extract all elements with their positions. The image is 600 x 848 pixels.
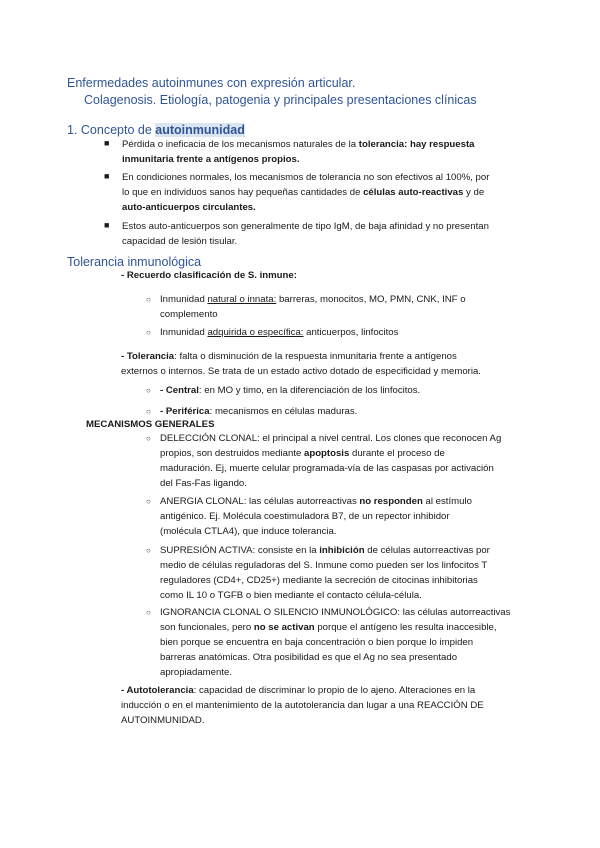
ignorancia-line2: son funcionales, pero — [160, 622, 254, 633]
supresion-line1: SUPRESIÓN ACTIVA: consiste en la — [160, 545, 320, 556]
recuerdo-line — [121, 268, 297, 283]
innata-item — [160, 292, 466, 322]
tolerancia-def-line1: : falta o disminución de la respuesta inmunitaria frente a antígenos — [174, 351, 457, 362]
anergia-item — [160, 494, 472, 539]
ignorancia-item — [160, 605, 510, 680]
autotolerancia-line3: AUTOINMUNIDAD. — [121, 715, 205, 726]
bullet-3-line1: Estos auto-anticuerpos son generalmente de tipo IgM, de baja afinidad y no presentan — [122, 221, 489, 232]
delecion-item — [160, 431, 501, 491]
section-1-bullet-2 — [122, 170, 489, 215]
section-1-heading-prefix: 1. Concepto de — [67, 123, 156, 137]
circle-bullet-icon: ○ — [146, 295, 151, 304]
tolerancia-def-bold: - Tolerancia — [121, 351, 175, 362]
circle-bullet-icon: ○ — [146, 328, 151, 337]
circle-bullet-icon: ○ — [146, 497, 151, 506]
ignorancia-line2-post: porque el antígeno les resulta inaccesible, — [314, 622, 497, 633]
circle-bullet-icon: ○ — [146, 608, 151, 617]
section-1-heading — [67, 122, 245, 138]
bullet-dot-icon: ■ — [104, 220, 110, 230]
bullet-3-line2: capacidad de lesión tisular. — [122, 236, 238, 247]
ignorancia-line4: barreras anatómicas. Otra posibilidad es que el Ag no sea presentado — [160, 652, 458, 663]
supresion-line3: reguladores (CD4+, CD25+) mediante la secreción de citocinas inhibitorias — [160, 575, 478, 586]
innata-pre: Inmunidad — [160, 294, 208, 305]
delecion-bold: apoptosis — [304, 448, 350, 459]
section-1-heading-keyword: autoinmunidad — [155, 123, 245, 137]
central-item — [160, 383, 420, 398]
periferica-text: : mecanismos en células maduras. — [209, 406, 358, 417]
autotolerancia-line1: : capacidad de discriminar lo propio de lo ajeno. Alteraciones en la — [193, 685, 476, 696]
innata-line2: complemento — [160, 309, 218, 320]
delecion-line3: maduración. Ej, muerte celular programada-vía de las caspasas por activación — [160, 463, 494, 474]
bullet-1-bold-line2: inmunitaria frente a antígenos propios. — [122, 154, 300, 165]
bullet-2-line1: En condiciones normales, los mecanismos de tolerancia no son efectivos al 100%, por — [122, 172, 490, 183]
anergia-line2: antigénico. Ej. Molécula coestimuladora B7, de un repector inhibidor — [160, 511, 450, 522]
circle-bullet-icon: ○ — [146, 546, 151, 555]
circle-bullet-icon: ○ — [146, 407, 151, 416]
anergia-line1: ANERGIA CLONAL: las células autorreactivas — [160, 496, 360, 507]
anergia-bold: no responden — [359, 496, 423, 507]
tolerancia-def-line2: externos o internos. Se trata de un estado activo dotado de especificidad y memoria. — [121, 366, 481, 377]
central-bold: - Central — [160, 385, 199, 396]
supresion-bold: inhibición — [319, 545, 365, 556]
innata-underlined: natural o innata: — [207, 294, 277, 305]
central-text: : en MO y timo, en la diferenciación de los linfocitos. — [198, 385, 421, 396]
tolerancia-heading: Tolerancia inmunológica — [67, 255, 202, 269]
supresion-line4: como IL 10 o TGFB o bien mediante el contacto célula-célula. — [160, 590, 422, 601]
ignorancia-bold: no se activan — [253, 622, 315, 633]
periferica-bold: - Periférica — [160, 406, 210, 417]
ignorancia-line1: IGNORANCIA CLONAL O SILENCIO INMUNOLÓGICO: las células autorreactivas — [160, 607, 511, 618]
autotolerancia-paragraph — [121, 683, 484, 728]
bullet-2-bold-line3: auto-anticuerpos circulantes. — [122, 202, 256, 213]
circle-bullet-icon: ○ — [146, 386, 151, 395]
innata-post: barreras, monocitos, MO, PMN, CNK, INF o — [276, 294, 466, 305]
adquirida-item — [160, 325, 398, 340]
recuerdo-text: - Recuerdo clasificación de S. inmune: — [121, 270, 297, 281]
autotolerancia-line2: inducción o en el mantenimiento de la autotolerancia dan lugar a una REACCIÓN DE — [121, 700, 484, 711]
supresion-line2: medio de células reguladoras del S. Inmune como pueden ser los linfocitos T — [160, 560, 488, 571]
bullet-dot-icon: ■ — [104, 138, 110, 148]
autotolerancia-bold: - Autotolerancia — [121, 685, 194, 696]
ignorancia-line5: apropiadamente. — [160, 667, 233, 678]
adquirida-post: anticuerpos, linfocitos — [303, 327, 399, 338]
supresion-item — [160, 543, 490, 603]
section-1-bullet-3 — [122, 219, 489, 249]
tolerancia-definition — [121, 349, 481, 379]
adquirida-underlined: adquirida o específica: — [207, 327, 304, 338]
bullet-2-line2: lo que en individuos sanos hay pequeñas cantidades de — [122, 187, 364, 198]
bullet-2-bold: células auto-reactivas — [363, 187, 464, 198]
anergia-line1-post: al estímulo — [422, 496, 472, 507]
anergia-line3: (molécula CTLA4), que induce tolerancia. — [160, 526, 337, 537]
bullet-1-bold: tolerancia: hay respuesta — [358, 139, 475, 150]
mecanismos-heading-text: MECANISMOS GENERALES — [86, 419, 215, 430]
supresion-line1-post: de células autorreactivas por — [364, 545, 490, 556]
delecion-line1: DELECCIÓN CLONAL: el principal a nivel central. Los clones que reconocen Ag — [160, 433, 502, 444]
delecion-line4: del Fas-Fas ligando. — [160, 478, 247, 489]
document-subtitle: Colagenosis. Etiología, patogenia y principales presentaciones clínicas — [84, 93, 477, 107]
bullet-2-line2-post: y de — [463, 187, 485, 198]
bullet-dot-icon: ■ — [104, 171, 110, 181]
circle-bullet-icon: ○ — [146, 434, 151, 443]
bullet-1-text: Pérdida o ineficacia de los mecanismos naturales de la — [122, 139, 359, 150]
delecion-line2-post: durante el proceso de — [349, 448, 445, 459]
mecanismos-heading — [86, 417, 214, 432]
ignorancia-line3: bien porque se encuentra en baja concentración o bien porque lo impiden — [160, 637, 474, 648]
delecion-line2: propios, son destruidos mediante — [160, 448, 304, 459]
section-1-bullet-1 — [122, 137, 475, 167]
document-title: Enfermedades autoinmunes con expresión articular. — [67, 76, 356, 90]
adquirida-pre: Inmunidad — [160, 327, 208, 338]
